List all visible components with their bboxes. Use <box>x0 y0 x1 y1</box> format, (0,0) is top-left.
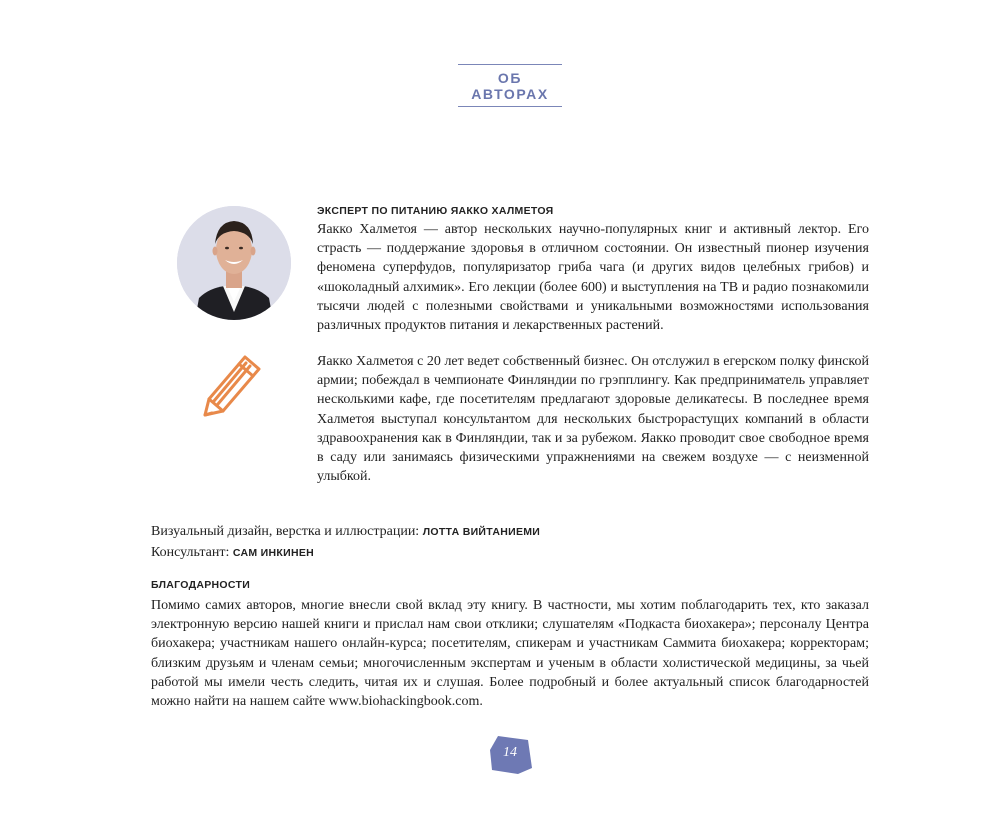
page-number: 14 <box>503 745 517 760</box>
author-bio-paragraph-2: Яакко Халметоя с 20 лет ведет собственный бизнес. Он отслужил в егерском полку финской армии; побеждал в чемпионате Финляндии по грэпплингу. Как предприниматель управляет несколькими кафе, где посетителям предлагают здоровые деликатесы. В последнее время Халметоя выступал консультантом для нескольких быстрорастущих компаний в области здравоохранения как в Финляндии, так и за рубежом. Яакко проводит свое свободное время в саду или занимаясь физическими упражнениями на свежем воздухе — с неизменной улыбкой. <box>317 354 869 485</box>
pencil-icon <box>201 351 263 419</box>
design-credit-name: ЛОТТА ВИЙТАНИЕМИ <box>422 526 541 538</box>
page-header <box>458 64 562 107</box>
page-title: ОБ АВТОРАХ <box>471 70 549 102</box>
author-heading: ЭКСПЕРТ ПО ПИТАНИЮ ЯАККО ХАЛМЕТОЯ <box>317 205 554 217</box>
consultant-credit <box>151 543 540 564</box>
author-portrait <box>177 206 291 320</box>
design-credit <box>151 522 540 543</box>
consultant-credit-name: САМ ИНКИНЕН <box>232 546 315 559</box>
credits-block <box>151 522 540 563</box>
design-credit-label: Визуальный дизайн, верстка и иллюстрации: <box>151 524 420 539</box>
portrait-image <box>177 206 291 320</box>
thanks-paragraph: Помимо самих авторов, многие внесли свой вклад эту книгу. В частности, мы хотим поблагодарить тех, кто заказал электронную версию нашей книги и прислал нам свои отклики; слушателям «Подкаста биохакера»; персоналу Центра биохакера; участникам нашего онлайн-курса; посетителям, спикерам и участникам Саммита биохакера; корректорам; близким друзьям и членам семьи; многочисленным экспертам и ученым в области холистической медицины, за чьей работой мы имели честь следить, читая их и слушая. Более подробный и более актуальный список благодарностей можно найти на нашем сайте www.biohackingbook.com. <box>151 598 869 710</box>
thanks-heading: БЛАГОДАРНОСТИ <box>151 579 251 591</box>
header-rule-bottom <box>458 106 562 107</box>
author-bio-paragraph-1: Яакко Халметоя — автор нескольких научно-популярных книг и активный лектор. Его страсть — поддержание здоровья в отличном состоянии. Он известный пионер изучения феномена суперфудов, популяризатор гриба чага (и других видов целебных грибов) и «шоколадный алхимик». Его лекции (более 600) и выступления на ТВ и радио познакомили тысячи людей с полезными свойствами и уникальными возможностями использования различных продуктов питания и лекарственных растений. <box>317 222 869 334</box>
page-number-badge <box>488 734 534 776</box>
consultant-credit-label: Консультант: <box>151 544 230 560</box>
